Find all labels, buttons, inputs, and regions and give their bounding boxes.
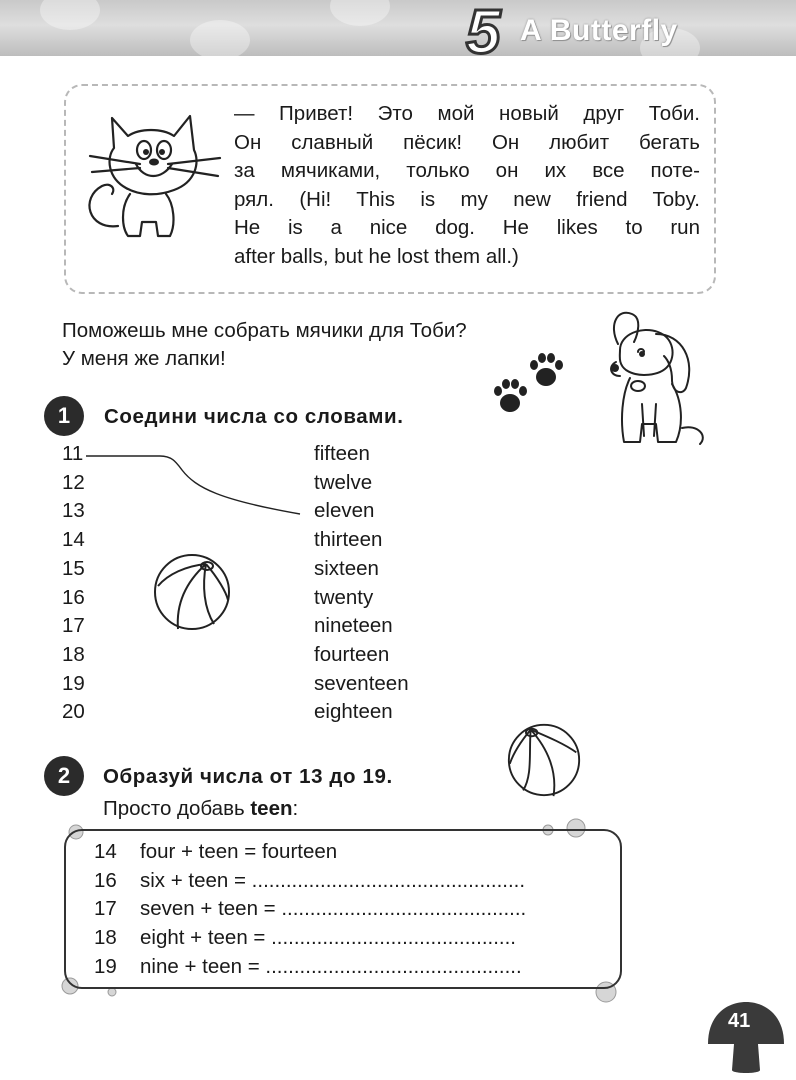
number-item[interactable]: 11 xyxy=(62,442,84,465)
intro-line: after balls, but he lost them all.) xyxy=(234,244,519,268)
exercise-equation-answer-field[interactable]: six + teen = ................................................ xyxy=(140,868,526,892)
task-1-badge: 1 xyxy=(44,396,84,436)
word-item[interactable]: fifteen xyxy=(314,442,370,465)
exercise-number: 17 xyxy=(94,897,117,921)
number-item[interactable]: 16 xyxy=(62,585,85,609)
unit-number: 5 xyxy=(466,0,501,67)
exercise-equation-answer-field[interactable]: nine + teen = ............................................. xyxy=(140,954,522,978)
exercise-row xyxy=(94,953,526,982)
word-item[interactable]: eleven xyxy=(314,499,375,523)
intro-line: рял. (Hi! This is my new friend Toby. xyxy=(234,187,700,211)
intro-line: Он славный пёсик! Он любит бегать xyxy=(234,130,700,154)
number-item[interactable]: 13 xyxy=(62,499,85,523)
exercise-equation: four + teen = fourteen xyxy=(140,840,338,863)
intro-line: за мячиками, только он их все поте- xyxy=(234,159,700,183)
task-2-title: Образуй числа от 13 до 19. xyxy=(103,765,393,788)
number-item[interactable]: 12 xyxy=(62,470,85,494)
exercise-row xyxy=(94,924,526,953)
exercise-row xyxy=(94,838,526,867)
word-item[interactable]: seventeen xyxy=(314,671,409,695)
exercise-equation-answer-field[interactable]: seven + teen = ........................................... xyxy=(140,897,527,921)
subtitle-keyword: teen xyxy=(250,797,293,820)
word-item[interactable]: nineteen xyxy=(314,614,393,638)
request-line-2: У меня же лапки! xyxy=(62,347,226,370)
word-item[interactable]: fourteen xyxy=(314,642,390,666)
exercise-rows xyxy=(94,838,526,982)
number-item[interactable]: 20 xyxy=(62,700,85,724)
subtitle-suffix: : xyxy=(292,797,299,820)
word-item[interactable]: twelve xyxy=(314,470,373,494)
task-1-title: Соедини числа со словами. xyxy=(104,405,404,428)
request-line-1: Поможешь мне собрать мячики для Тоби? xyxy=(62,319,467,342)
word-item[interactable]: eighteen xyxy=(314,700,393,724)
subtitle-prefix: Просто добавь xyxy=(103,797,251,820)
exercise-row xyxy=(94,895,526,924)
exercise-row xyxy=(94,867,526,896)
number-item[interactable]: 18 xyxy=(62,642,85,666)
page-number: 41 xyxy=(728,1010,751,1032)
intro-line: — Привет! Это мой новый друг Тоби. xyxy=(234,102,700,125)
word-item[interactable]: thirteen xyxy=(314,528,383,552)
task-2-badge: 2 xyxy=(44,756,84,796)
exercise-number: 19 xyxy=(94,954,117,978)
number-item[interactable]: 14 xyxy=(62,528,85,552)
number-item[interactable]: 15 xyxy=(62,556,85,580)
number-item[interactable]: 17 xyxy=(62,614,85,638)
exercise-number: 18 xyxy=(94,926,117,950)
word-item[interactable]: twenty xyxy=(314,585,374,609)
unit-title: A Butterfly xyxy=(520,14,678,47)
number-item[interactable]: 19 xyxy=(62,671,85,695)
exercise-number: 16 xyxy=(94,868,117,892)
exercise-number: 14 xyxy=(94,840,117,863)
intro-line: He is a nice dog. He likes to run xyxy=(234,216,700,240)
exercise-equation-answer-field[interactable]: eight + teen = ........................................... xyxy=(140,926,516,950)
word-item[interactable]: sixteen xyxy=(314,556,379,580)
